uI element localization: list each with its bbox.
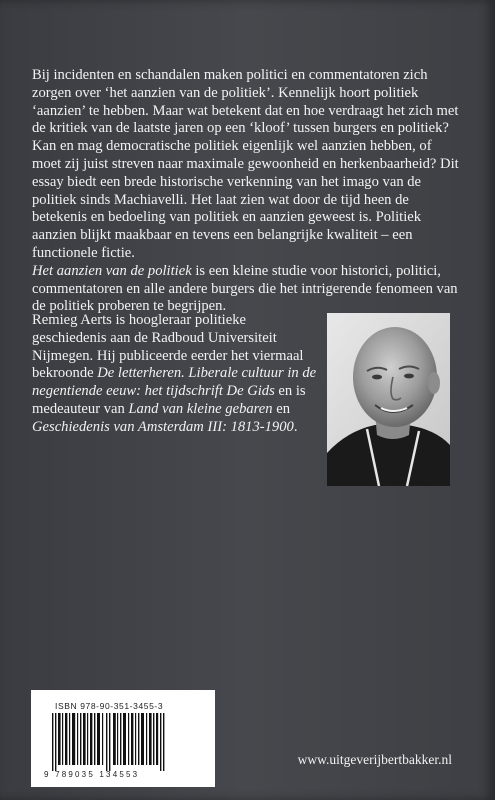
author-portrait-image [327, 313, 450, 486]
bio-work-3: Geschiedenis van Amsterdam III: 1813-1900 [32, 418, 294, 435]
author-photo [327, 313, 450, 486]
bio-work-1: De letterheren. Liberale cultuur in de negentiende eeuw: het tijdschrift De Gids [32, 365, 317, 400]
barcode [52, 713, 172, 771]
blurb-paragraph-1: Bij incidenten en schandalen maken politici en commentatoren zich zorgen over ‘het aanzien van de politiek’. Kennelijk hoort politiek ‘aanzien’ te hebben. Maar wat betekent dat en hoe verdraagt het zich met de kritiek van de laatste jaren op een ‘kloof’ tussen burgers en politiek? Kan en mag democratische politiek eigenlijk wel aanzien hebben, of moet zij juist streven naar maximale gewoonheid en herkenbaarheid? Dit essay biedt een brede historische verkenning van het imago van de politiek sinds Machiavelli. Het laat zien wat door de tijd heen de betekenis en bedoeling van politiek en aanzien geweest is. Politiek aanzien blijkt maakbaar en tevens een belangrijke kwaliteit – een functionele fictie. [32, 67, 459, 261]
bio-end: . [293, 418, 298, 435]
blurb-paragraph-2-text: is een kleine studie voor historici, politici, commentatoren en alle andere burgers die het intrigerende fenomeen van de politiek proberen te begrijpen. [32, 262, 458, 315]
author-bio [32, 312, 322, 437]
publisher-url: www.uitgeverijbertbakker.nl [297, 752, 452, 767]
author-bio-text [32, 312, 322, 437]
bio-work-2: Land van kleine gebaren [128, 400, 273, 417]
blurb [32, 67, 462, 316]
blurb-paragraph-2 [32, 263, 462, 316]
bio-mid: en is medeauteur van [32, 383, 306, 417]
bio-intro: Remieg Aerts is hoogleraar politieke geschiedenis aan de Radboud Universiteit Nijmegen. Hij publiceerde eerder het viermaal bekroonde [32, 312, 304, 382]
bio-and: en [272, 400, 291, 417]
isbn-text: ISBN 978-90-351-3455-3 [55, 701, 164, 711]
barcode-digits: 9 789035 134553 [44, 770, 140, 779]
book-title: Het aanzien van de politiek [32, 262, 192, 279]
